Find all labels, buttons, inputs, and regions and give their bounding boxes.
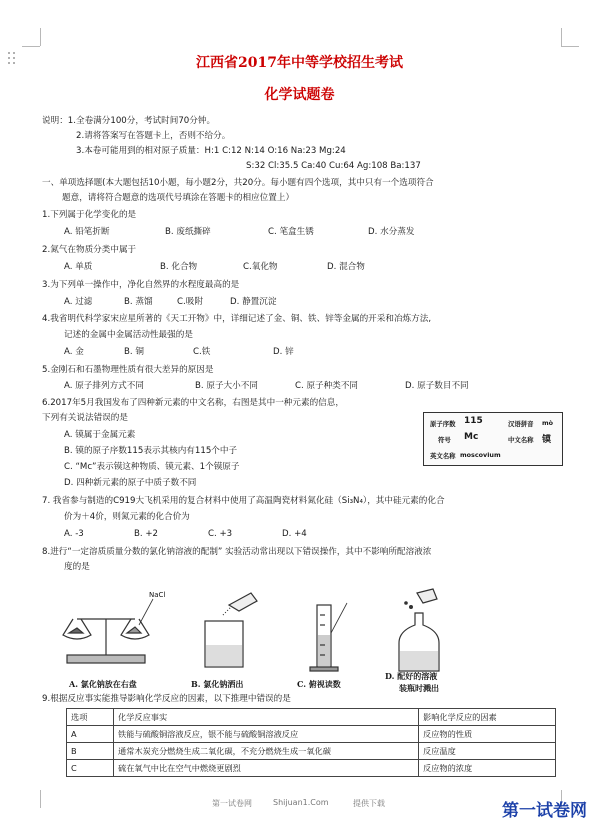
option: A. 铅笔折断: [64, 227, 110, 237]
option: D. 水分蒸发: [368, 227, 415, 237]
table-cell: B: [67, 743, 114, 760]
question-stem: 5.金刚石和石墨物理性质有很大差异的原因是: [42, 365, 214, 375]
question-stem: 3.为下列单一操作中，净化自然界的水程度最高的是: [42, 280, 240, 290]
crop-mark: [561, 28, 562, 46]
figure-caption-a: A. 氯化钠放在右盘: [69, 679, 137, 689]
figure-caption-c: C. 俯视读数: [297, 679, 341, 689]
question-stem: 记述的金属中金属活动性最强的是: [64, 330, 193, 340]
question-stem: 7. 我省参与制造的C919大飞机采用的复合材料中使用了高温陶瓷材料氮化硅（Si₃N₄），其中硅元素的化合: [42, 496, 445, 506]
brand-watermark: 第一试卷网: [502, 801, 587, 821]
reaction-table: [66, 708, 556, 777]
option: D. 锌: [273, 347, 294, 357]
table-cell: 反应物的性质: [419, 726, 556, 743]
option: D. 原子数目不同: [405, 381, 469, 391]
option: D. +4: [282, 529, 307, 539]
atomic-number: 115: [464, 416, 483, 426]
table-header-row: [67, 709, 556, 726]
question-stem: 度的是: [64, 562, 90, 572]
nacl-label: NaCl: [149, 591, 166, 599]
option: A. 单质: [64, 262, 93, 272]
option: C.吸附: [177, 297, 203, 307]
option: B. 镆的原子序数115表示其核内有115个中子: [64, 446, 238, 456]
crop-mark: [561, 46, 579, 47]
option: A. 原子排列方式不同: [64, 381, 144, 391]
element-cn-name: 镆: [542, 435, 552, 445]
table-row: [67, 726, 556, 743]
footer-left: 第一试卷网: [212, 799, 252, 808]
table-header: 影响化学反应的因素: [419, 709, 556, 726]
crop-mark: [40, 28, 41, 46]
pinyin: mò: [542, 419, 554, 427]
exam-subtitle: 化学试题卷: [264, 87, 335, 103]
table-cell: 通常木炭充分燃烧生成二氧化碳，不充分燃烧生成一氧化碳: [114, 743, 419, 760]
option: C.氧化物: [243, 262, 278, 272]
table-header: 选项: [67, 709, 114, 726]
question-stem: 价为＋4价，则氮元素的化合价为: [64, 512, 190, 522]
table-cell: C: [67, 760, 114, 777]
symbol-label: 符号: [438, 436, 451, 444]
table-header: 化学反应事实: [114, 709, 419, 726]
question-stem: 下列有关说法错误的是: [42, 413, 128, 423]
option: C. “Mc”表示镆这种物质、镆元素、1个镆原子: [64, 462, 240, 472]
option: D. 静置沉淀: [230, 297, 277, 307]
en-name-label: 英文名称: [430, 452, 456, 460]
pinyin-label: 汉语拼音: [508, 420, 534, 428]
note-line: 2.请将答案写在答题卡上，否则不给分。: [76, 131, 231, 141]
question-stem: 4.我省明代科学家宋应星所著的《天工开物》中，详细记述了金、铜、铁、锌等金属的开采和冶炼方法,: [42, 314, 432, 324]
section-heading: 题意，请将符合题意的选项代号填涂在答题卡的相应位置上）: [62, 193, 295, 203]
table-cell: 反应温度: [419, 743, 556, 760]
option: C.铁: [193, 347, 211, 357]
question-stem: 1.下列属于化学变化的是: [42, 210, 137, 220]
figure-caption-b: B. 氯化钠洒出: [191, 679, 244, 689]
option: C. 笔盒生锈: [268, 227, 314, 237]
footer-right: 提供下载: [353, 799, 385, 808]
option: A. 镆属于金属元素: [64, 430, 136, 440]
experiment-figures: [55, 585, 555, 695]
cn-name-label: 中文名称: [508, 436, 534, 444]
crop-mark: [40, 790, 41, 808]
option: D. 混合物: [327, 262, 365, 272]
option: B. 原子大小不同: [195, 381, 258, 391]
option: B. +2: [134, 529, 159, 539]
question-stem: 8.进行“一定溶质质量分数的氯化钠溶液的配制” 实验活动常出现以下错误操作，其中不影响所配溶液浓: [42, 547, 432, 557]
option: A. -3: [64, 529, 84, 539]
question-stem: 6.2017年5月我国发布了四种新元素的中文名称，右图是其中一种元素的信息，: [42, 398, 344, 408]
option: C. 原子种类不同: [295, 381, 359, 391]
balance-icon: [63, 591, 165, 663]
note-line: 说明：1.全卷满分100分，考试时间70分钟。: [42, 116, 216, 126]
element-en-name: moscovium: [460, 451, 501, 459]
question-stem: 9.根据反应事实能推导影响化学反应的因素，以下推理中错误的是: [42, 694, 291, 704]
note-line: S:32 Cl:35.5 Ca:40 Cu:64 Ag:108 Ba:137: [246, 161, 421, 171]
option: B. 蒸馏: [124, 297, 153, 307]
note-line: 3.本卷可能用到的相对原子质量：H:1 C:12 N:14 O:16 Na:23 Mg:24: [76, 146, 346, 156]
footer-url[interactable]: Shijuan1.Com: [273, 798, 329, 807]
beaker-icon: [205, 593, 257, 667]
exam-title: 江西省2017年中等学校招生考试: [196, 55, 403, 71]
option: A. 过滤: [64, 297, 93, 307]
option: C. +3: [208, 529, 233, 539]
crop-mark: [22, 46, 40, 47]
figure-caption-d2: 装瓶时溅出: [399, 683, 439, 693]
question-stem: 2.氮气在物质分类中属于: [42, 245, 137, 255]
option: B. 化合物: [160, 262, 198, 272]
table-cell: 硫在氧气中比在空气中燃烧更剧烈: [114, 760, 419, 777]
table-row: [67, 743, 556, 760]
figure-caption-d: D. 配好的溶液: [385, 671, 438, 681]
option: B. 废纸撕碎: [165, 227, 211, 237]
cylinder-icon: [310, 603, 347, 671]
bottle-icon: [399, 589, 439, 671]
table-row: [67, 760, 556, 777]
element-info-card: [423, 412, 563, 466]
option: D. 四种新元素的原子中质子数不同: [64, 478, 197, 488]
table-cell: 铁能与硫酸铜溶液反应，银不能与硫酸铜溶液反应: [114, 726, 419, 743]
table-cell: A: [67, 726, 114, 743]
element-symbol: Mc: [464, 432, 479, 442]
option: B. 铜: [124, 347, 144, 357]
atomic-number-label: 原子序数: [430, 420, 456, 428]
option: A. 金: [64, 347, 84, 357]
section-heading: 一、单项选择题(本大题包括10小题，每小题2分，共20分。每小题有四个选项，其中只有一个选项符合: [42, 178, 434, 188]
table-cell: 反应物的浓度: [419, 760, 556, 777]
